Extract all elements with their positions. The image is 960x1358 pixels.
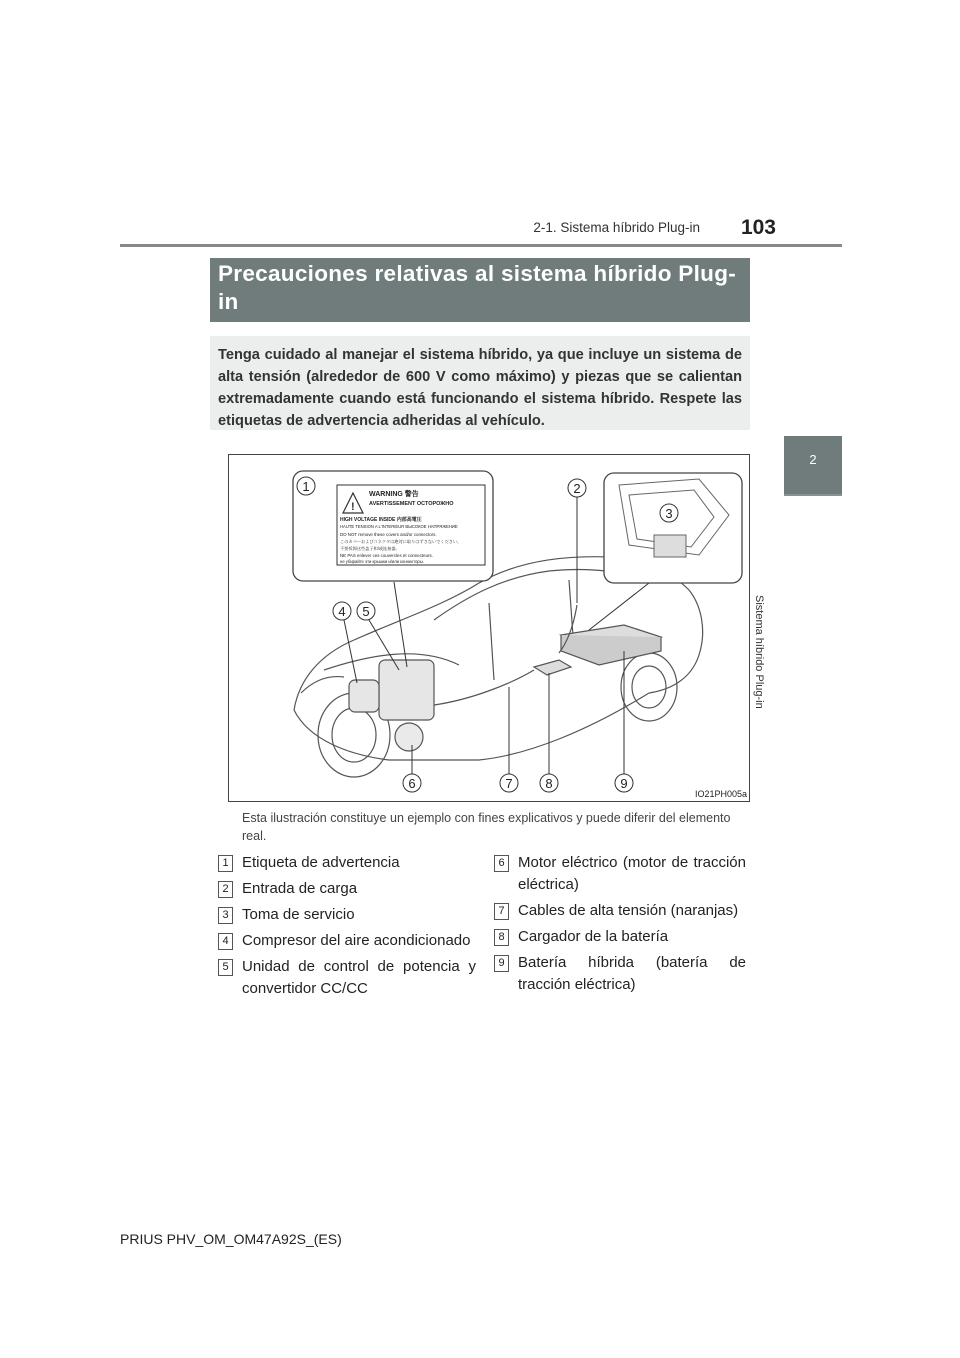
item-text: Etiqueta de advertencia: [242, 854, 400, 871]
item-text: Entrada de carga: [242, 880, 358, 897]
list-item: [498, 852, 746, 896]
list-item: [222, 852, 476, 874]
svg-text:!: !: [351, 501, 355, 513]
label-line: WARNING 警告: [369, 491, 419, 498]
callout-3: 3: [665, 506, 673, 521]
item-text: Toma de servicio: [242, 906, 355, 923]
list-item: [222, 904, 476, 926]
list-item: [222, 878, 476, 900]
figure-caption: Esta ilustración constituye un ejemplo con fines explicativos y puede diferir del elemento real.: [242, 811, 731, 843]
figure-code: IO21PH005a: [694, 789, 747, 799]
chapter-tab-rule: [784, 494, 842, 496]
list-item: [498, 926, 746, 948]
item-number: 8: [494, 929, 509, 946]
callout-1: 1: [302, 479, 310, 494]
item-text: Cargador de la batería: [518, 928, 669, 945]
label-line: не убирайте эти крышки и/или коннекторы.: [340, 559, 424, 564]
label-line: HIGH VOLTAGE INSIDE 内部高電圧: [340, 517, 422, 523]
callout-6: 6: [408, 776, 416, 791]
item-text: Batería híbrida (batería de tracción eléctrica): [518, 954, 746, 993]
callout-9: 9: [620, 776, 628, 791]
callout-7: 7: [505, 776, 513, 791]
list-item: [222, 956, 476, 1000]
vehicle-illustration: [228, 454, 750, 802]
list-item: [222, 930, 476, 952]
label-line: HAUTE TENSION A L'INTERIEUR ВЫСОКОЕ НАПРЯЖЕНИЕ: [340, 524, 458, 529]
label-line: 不要拆卸这些盖子和/或连接器。: [340, 546, 400, 551]
item-number: 5: [218, 959, 233, 976]
callout-2: 2: [573, 481, 581, 496]
item-text: Cables de alta tensión (naranjas): [518, 902, 739, 919]
label-line: DO NOT remove these covers and/or connectors.: [340, 532, 437, 537]
list-item: [498, 900, 746, 922]
label-line: NE PAS enlever ces couvercles et connecteurs.: [340, 553, 433, 558]
section-title: 2-1. Sistema híbrido Plug-in: [533, 220, 700, 235]
page-title: Precauciones relativas al sistema híbrido Plug-in: [210, 258, 750, 322]
item-text: Unidad de control de potencia y convertidor CC/CC: [242, 958, 476, 997]
list-item: [498, 952, 746, 996]
callout-8: 8: [545, 776, 553, 791]
item-number: 1: [218, 855, 233, 872]
label-line: このカバーおよびコネクタは絶対に取りはずさないでください。: [340, 539, 462, 544]
item-number: 2: [218, 881, 233, 898]
footer-doc-id: PRIUS PHV_OM_OM47A92S_(ES): [120, 1231, 342, 1247]
chapter-tab: [784, 436, 842, 494]
item-number: 6: [494, 855, 509, 872]
callout-4: 4: [338, 604, 346, 619]
item-text: Compresor del aire acondicionado: [242, 932, 471, 949]
item-text: Motor eléctrico (motor de tracción eléctrica): [518, 854, 746, 893]
callout-5: 5: [362, 604, 370, 619]
label-line: AVERTISSEMENT ОСТОРОЖНО: [369, 501, 454, 507]
page-number: 103: [740, 216, 776, 239]
chapter-number: 2: [809, 452, 817, 467]
item-number: 3: [218, 907, 233, 924]
header-rule: [120, 244, 842, 247]
item-number: 4: [218, 933, 233, 950]
item-number: 9: [494, 955, 509, 972]
vehicle-drawing: [229, 455, 749, 801]
chapter-label: Sistema híbrido Plug-in: [753, 595, 765, 709]
item-number: 7: [494, 903, 509, 920]
intro-text: Tenga cuidado al manejar el sistema híbrido, ya que incluye un sistema de alta tensión (alrededor de 600 V como máximo) y piezas que se calientan extremadamente cuando está funcionando el sistema híbrido. Respete las etiquetas de advertencia adheridas al vehículo.: [210, 336, 750, 430]
